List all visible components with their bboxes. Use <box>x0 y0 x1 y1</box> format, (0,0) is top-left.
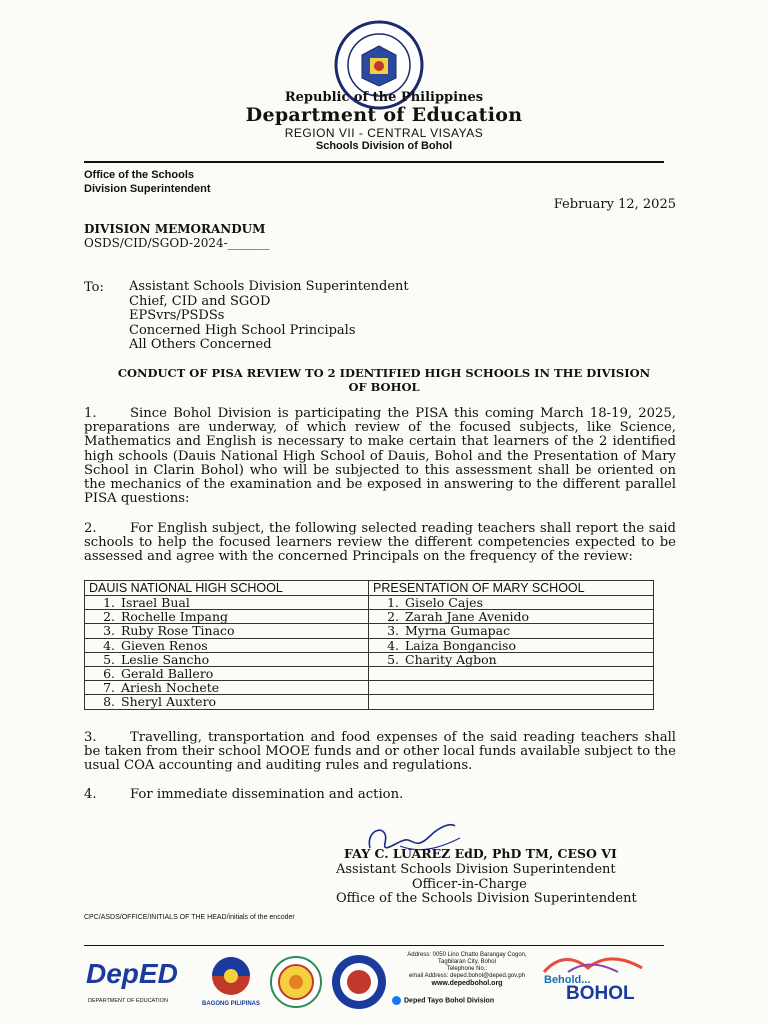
teacher-name: Gerald Ballero <box>121 666 214 682</box>
presentation-teacher-cell <box>369 681 654 695</box>
teacher-name: Rochelle Impang <box>121 609 229 625</box>
header-republic: Republic of the Philippines <box>284 90 484 105</box>
list-number: 1. <box>103 595 115 611</box>
table-row <box>85 596 654 610</box>
deped-logo-subtext: DEPARTMENT OF EDUCATION <box>88 998 168 1004</box>
list-number: 5. <box>103 651 115 667</box>
office-line2: Division Superintendent <box>84 183 211 195</box>
paragraph-4 <box>84 788 676 802</box>
presentation-teacher-cell <box>369 695 654 709</box>
teacher-name: Ruby Rose Tinaco <box>121 623 235 639</box>
list-number: 4. <box>387 637 399 653</box>
website-link[interactable]: www.depedbohol.org <box>431 980 503 987</box>
list-number: 3. <box>387 623 399 639</box>
memo-date: February 12, 2025 <box>553 197 676 212</box>
recipient-list <box>129 280 409 353</box>
paragraph-text: For English subject, the following selected reading teachers shall report the said schools to help the focused learners review the different competencies expected to be assessed and agree with the concerned Principals on the frequency of the review: <box>84 521 676 565</box>
presentation-teacher-cell <box>369 666 654 680</box>
list-number: 7. <box>103 680 115 696</box>
facebook-icon <box>392 996 401 1005</box>
memo-number: OSDS/CID/SGOD-2024-_______ <box>84 236 270 250</box>
presentation-teacher-cell <box>369 638 654 652</box>
memo-title: DIVISION MEMORANDUM <box>84 222 266 236</box>
signatory-name: FAY C. LUAREZ EdD, PhD TM, CESO VI <box>344 846 617 861</box>
teacher-name: Myrna Gumapac <box>405 623 511 639</box>
table-row <box>85 666 654 680</box>
teacher-name: Leslie Sancho <box>121 651 210 667</box>
paragraph-number: 4. <box>84 787 97 802</box>
bohol-wave-icon <box>538 952 648 974</box>
recipient: Chief, CID and SGOD <box>129 293 271 309</box>
recipient: Concerned High School Principals <box>129 322 356 338</box>
presentation-teacher-cell <box>369 652 654 666</box>
dauis-teacher-cell <box>85 596 369 610</box>
paragraph-2 <box>84 522 676 565</box>
list-number: 5. <box>387 651 399 667</box>
dauis-teacher-cell <box>85 652 369 666</box>
column-header-dauis: DAUIS NATIONAL HIGH SCHOOL <box>85 581 369 596</box>
recipient: All Others Concerned <box>129 337 272 352</box>
header-divider <box>84 161 664 163</box>
teacher-name: Israel Bual <box>121 595 190 611</box>
behold-bohol-logo <box>538 952 648 1008</box>
bagong-pilipinas-emblem <box>200 955 262 997</box>
presentation-teacher-cell <box>369 610 654 624</box>
list-number: 2. <box>103 609 115 625</box>
deped-logo <box>86 958 206 1008</box>
initials-line: CPC/ASDS/OFFICE/INITIALS OF THE HEAD/initials of the encoder <box>84 914 295 921</box>
division-seal-logo <box>330 953 388 1011</box>
bohol-tagline: Behold... <box>544 974 591 986</box>
facebook-page[interactable] <box>392 996 494 1005</box>
bohol-wordmark: BOHOL <box>566 983 635 1004</box>
table-row <box>85 695 654 709</box>
paragraph-3 <box>84 731 676 774</box>
list-number: 1. <box>387 595 399 611</box>
office-block <box>84 168 211 196</box>
teacher-name: Giselo Cajes <box>405 595 483 611</box>
memo-subject <box>84 366 684 394</box>
presentation-teacher-cell <box>369 596 654 610</box>
footer-divider <box>84 945 664 946</box>
recipient: Assistant Schools Division Superintendent <box>129 279 409 294</box>
teacher-name: Zarah Jane Avenido <box>405 609 530 625</box>
teacher-name: Laiza Bonganciso <box>405 637 516 653</box>
list-number: 3. <box>103 623 115 639</box>
reading-teachers-table <box>84 580 654 710</box>
signatory-office: Office of the Schools Division Superintendent <box>336 891 637 906</box>
table-header-row <box>85 581 654 596</box>
teacher-name: Sheryl Auxtero <box>121 694 217 710</box>
list-number: 6. <box>103 666 115 682</box>
header-department: Department of Education <box>245 104 523 126</box>
deped-logo-text: DepED <box>86 958 178 989</box>
teacher-name: Ariesh Nochete <box>121 680 220 696</box>
paragraph-text: For immediate dissemination and action. <box>130 787 404 802</box>
paragraph-1 <box>84 407 676 506</box>
table-row <box>85 610 654 624</box>
subject-line2: OF BOHOL <box>348 380 420 394</box>
table-row <box>85 652 654 666</box>
address-line: Address: 0050 Lino Chatto Barangay Cogon, <box>407 952 527 958</box>
list-number: 8. <box>103 694 115 710</box>
table-row <box>85 624 654 638</box>
address-line: Tagbilaran City, Bohol <box>438 959 496 965</box>
list-number: 2. <box>387 609 399 625</box>
dauis-teacher-cell <box>85 624 369 638</box>
recipient: EPSvrs/PSDSs <box>129 308 225 323</box>
dauis-teacher-cell <box>85 638 369 652</box>
header-division: Schools Division of Bohol <box>315 140 453 152</box>
bagong-pilipinas-label: BAGONG PILIPINAS <box>201 1001 260 1007</box>
facebook-label: Deped Tayo Bohol Division <box>404 997 495 1005</box>
paragraph-number: 1. <box>84 406 97 421</box>
signatory-role: Officer-in-Charge <box>412 877 527 892</box>
to-label: To: <box>84 280 104 295</box>
teacher-name: Charity Agbon <box>405 651 497 667</box>
subject-line1: CONDUCT OF PISA REVIEW TO 2 IDENTIFIED HIGH SCHOOLS IN THE DIVISION <box>117 366 651 380</box>
presentation-teacher-cell <box>369 624 654 638</box>
teacher-name: Gieven Renos <box>121 637 208 653</box>
table-row <box>85 681 654 695</box>
paragraph-number: 2. <box>84 521 97 536</box>
signatory-title: Assistant Schools Division Superintendent <box>336 862 616 877</box>
header-region: REGION VII - CENTRAL VISAYAS <box>284 126 484 140</box>
footer-address <box>392 952 542 987</box>
address-line: Telephone No.: <box>446 966 488 972</box>
office-line1: Office of the Schools <box>84 169 195 181</box>
email-line: email Address: deped.bohol@deped.gov.ph <box>408 973 526 979</box>
paragraph-text: Travelling, transportation and food expenses of the said reading teachers shall be taken from their school MOOE funds and or other local funds available subject to the usual COA accounting and auditing rules and regulations. <box>84 730 676 774</box>
matatag-logo <box>268 955 324 1009</box>
bagong-pilipinas-logo <box>200 955 262 1009</box>
paragraph-text: Since Bohol Division is participating the PISA this coming March 18-19, 2025, preparations are underway, of which review of the focused subjects, like Science, Mathematics and English is necessary to make certain that learners of the 2 identified high schools (Dauis National High School of Dauis, Bohol and the Presentation of Mary School in Clarin Bohol) who will be subjected to this assessment shall be oriented on the mechanics of the examination and be exposed in answering to the different parallel PISA questions: <box>84 406 676 507</box>
dauis-teacher-cell <box>85 681 369 695</box>
dauis-teacher-cell <box>85 666 369 680</box>
dauis-teacher-cell <box>85 610 369 624</box>
dauis-teacher-cell <box>85 695 369 709</box>
list-number: 4. <box>103 637 115 653</box>
paragraph-number: 3. <box>84 730 97 745</box>
table-row <box>85 638 654 652</box>
column-header-presentation: PRESENTATION OF MARY SCHOOL <box>369 581 654 596</box>
